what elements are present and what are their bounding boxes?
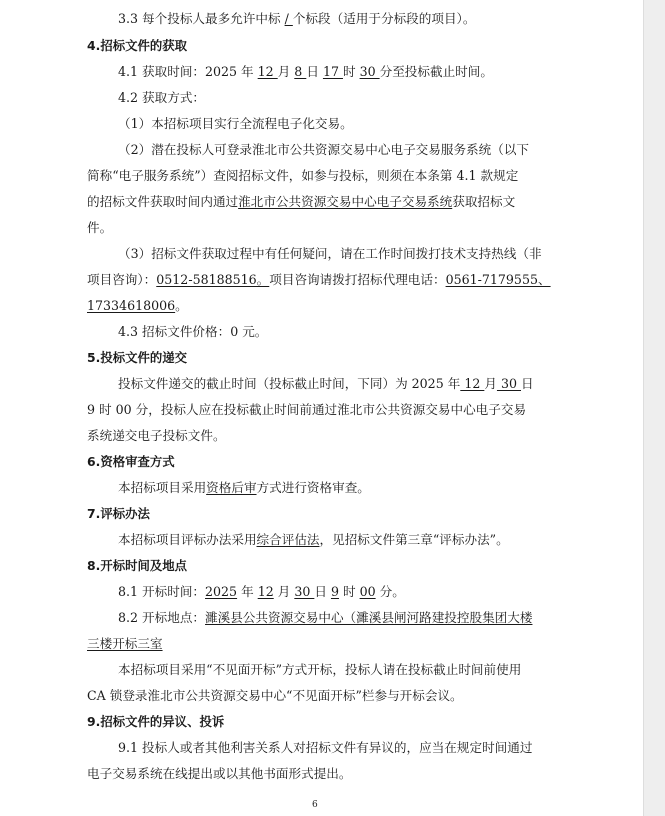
text: 获取招标文 [452, 194, 516, 209]
agent-mobile: 17334618006 [87, 298, 176, 313]
text: 本招标项目评标办法采用 [118, 532, 257, 547]
heading-6: 6.资格审查方式 [87, 454, 175, 469]
text: 投标文件递交的截止时间（投标截止时间，下同）为 2025 年 [118, 376, 461, 391]
text: 月 [277, 64, 295, 79]
clause-9-1-line2: 电子交易系统在线提出或以其他书面形式提出。 [87, 766, 352, 781]
text: 4.1 获取时间：2025 年 [118, 64, 258, 79]
heading-5: 5.投标文件的递交 [87, 350, 188, 365]
text: 时 [338, 584, 360, 599]
underlined-hour: 17 [322, 64, 343, 79]
clause-8-2-line2: 三楼开标三室 [87, 636, 163, 651]
para-4-2-2-line2: 简称“电子服务系统”）查阅招标文件，如参与投标，则须在本条第 4.1 款规定 [87, 168, 519, 183]
text: 分至投标截止时间。 [379, 64, 493, 79]
underlined-day: 30 [294, 584, 315, 599]
para-7 [118, 532, 509, 548]
text: 日 [306, 64, 323, 79]
heading-8: 8.开标时间及地点 [87, 558, 188, 573]
clause-8-2-line1 [118, 610, 532, 626]
text: 月 [273, 584, 295, 599]
viewer-background-edge [643, 0, 665, 816]
underlined-hour: 9 [330, 584, 339, 599]
text: 3.3 每个投标人最多允许中标 [118, 11, 285, 26]
para-5-line1 [118, 376, 534, 392]
underlined-blank: / [284, 11, 293, 26]
text: 方式进行资格审查。 [256, 480, 370, 495]
para-8-line2: CA 锁登录淮北市公共资源交易中心“不见面开标”栏参与开标会议。 [87, 688, 463, 703]
text: 日 [314, 584, 331, 599]
para-6 [118, 480, 370, 496]
opening-location: 濉溪县公共资源交易中心（濉溪县闸河路建投控股集团大楼 [205, 610, 533, 625]
text: 时 [342, 64, 360, 79]
clause-4-2: 4.2 获取方式： [118, 90, 206, 105]
text: 日 [521, 376, 534, 391]
text: 项目咨询请拨打招标代理电话： [269, 272, 446, 287]
text: 月 [484, 376, 497, 391]
page-number: 6 [312, 800, 318, 810]
underlined-minute: 00 [359, 584, 376, 599]
para-5-line2: 9 时 00 分，投标人应在投标截止时间前通过淮北市公共资源交易中心电子交易 [87, 402, 527, 417]
para-4-2-1: （1）本招标项目实行全流程电子化交易。 [118, 116, 353, 131]
underlined-day: 8 [294, 64, 307, 79]
agent-phone: 0561-7179555、 [445, 272, 551, 287]
para-4-2-2-line3 [87, 194, 515, 210]
clause-4-3: 4.3 招标文件价格：0 元。 [118, 324, 268, 339]
support-phone: 0512-58188516。 [156, 272, 270, 287]
underlined-day: 30 [496, 376, 521, 391]
heading-4: 4.招标文件的获取 [87, 38, 188, 53]
text: 个标段（适用于分标段的项目）。 [292, 11, 476, 26]
evaluation-method: 综合评估法 [256, 532, 320, 547]
text: 8.1 开标时间： [118, 584, 206, 599]
para-4-2-2-line1: （2）潜在投标人可登录淮北市公共资源交易中心电子交易服务系统（以下 [118, 142, 530, 157]
text: 。 [175, 298, 188, 313]
underlined-minute: 30 [359, 64, 380, 79]
text: 年 [237, 584, 258, 599]
para-5-line3: 系统递交电子投标文件。 [87, 428, 226, 443]
underlined-month: 12 [257, 64, 278, 79]
clause-9-1-line1: 9.1 投标人或者其他利害关系人对招标文件有异议的，应当在规定时间通过 [118, 740, 533, 755]
heading-7: 7.评标办法 [87, 506, 150, 521]
text: 分。 [375, 584, 405, 599]
text: 本招标项目采用 [118, 480, 207, 495]
para-4-2-3-line3 [87, 298, 188, 314]
text: 项目咨询）： [87, 272, 157, 287]
heading-9: 9.招标文件的异议、投诉 [87, 714, 225, 729]
text: ，见招标文件第三章“评标办法”。 [319, 532, 509, 547]
text: 8.2 开标地点： [118, 610, 206, 625]
clause-4-1 [118, 64, 493, 80]
underlined-year: 2025 [205, 584, 238, 599]
text: 的招标文件获取时间内通过 [87, 194, 239, 209]
clause-3-3 [118, 11, 475, 27]
para-4-2-2-line4: 件。 [87, 220, 113, 235]
system-name-underlined: 淮北市公共资源交易中心电子交易系统 [238, 194, 453, 209]
underlined-month: 12 [460, 376, 485, 391]
para-4-2-3-line2 [87, 272, 551, 288]
review-method: 资格后审 [206, 480, 257, 495]
para-4-2-3-line1: （3）招标文件获取过程中有任何疑问，请在工作时间拨打技术支持热线（非 [118, 246, 542, 261]
underlined-month: 12 [257, 584, 274, 599]
clause-8-1 [118, 584, 405, 600]
para-8-line1: 本招标项目采用“不见面开标”方式开标，投标人请在投标截止时间前使用 [118, 662, 522, 677]
